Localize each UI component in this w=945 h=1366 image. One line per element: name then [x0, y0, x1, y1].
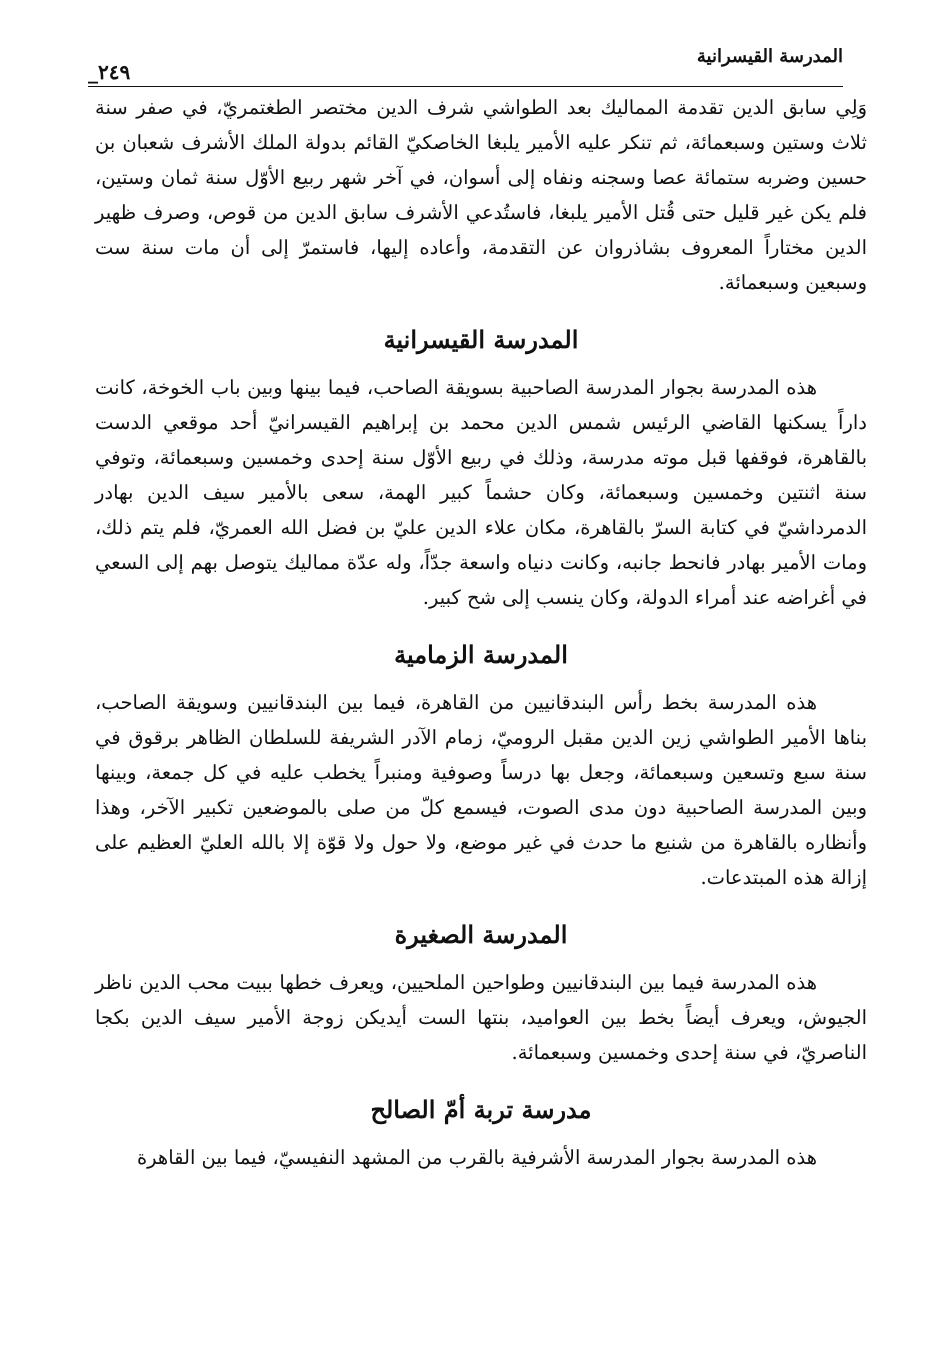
page-body: [95, 90, 867, 1175]
section-heading: المدرسة الزمامية: [394, 640, 568, 669]
section-zimamiya: [95, 635, 867, 895]
section-turbat-umm-al-salih: [95, 1090, 867, 1175]
section-paragraph: هذه المدرسة بجوار المدرسة الأشرفية بالقرب من المشهد النفيسيّ، فيما بين القاهرة: [136, 1146, 817, 1169]
intro-paragraph: وَلِي سابق الدين تقدمة المماليك بعد الطواشي شرف الدين مختصر الطغتمريّ، في صفر سنة ثلاث وستين وسبعمائة، ثم تنكر عليه الأمير يلبغا الخاصكيّ القائم بدولة الملك الأشرف شعبان بن حسين وضربه ستمائة عصا وسجنه ونفاه إلى أسوان، في آخر شهر ربيع الأوّل سنة ثمان وستين، فلم يكن غير قليل حتى قُتل الأمير يلبغا، فاستُدعي الأشرف سابق الدين من قوص، وصرف ظهير الدين مختاراً المعروف بشاذروان عن التقدمة، وأعاده إليها، فاستمرّ إلى أن مات سنة ست وسبعين وسبعمائة.: [95, 96, 867, 294]
section-paragraph: هذه المدرسة بخط رأس البندقانيين من القاهرة، فيما بين البندقانيين وسويقة الصاحب، بناها الأمير الطواشي زين الدين مقبل الروميّ، زمام الآدر الشريفة للسلطان الظاهر برقوق في سنة سبع وتسعين وسبعمائة، وجعل بها درساً وصوفية ومنبراً يخطب عليه في كل جمعة، وبينها وبين المدرسة الصاحبية دون مدى الصوت، فيسمع كلّ من صلى بالموضعين تكبير الآخر، وهذا وأنظاره بالقاهرة من شنيع ما حدث في غير موضع، ولا حول ولا قوّة إلا بالله العليّ العظيم على إزالة هذه المبتدعات.: [95, 691, 867, 889]
page-number: _٢٤٩: [88, 60, 131, 84]
section-qaysaraniya: [95, 320, 867, 615]
section-saghira: [95, 915, 867, 1070]
section-heading: المدرسة الصغيرة: [394, 920, 568, 949]
section-paragraph: هذه المدرسة بجوار المدرسة الصاحبية بسويقة الصاحب، فيما بينها وبين باب الخوخة، كانت داراً يسكنها القاضي الرئيس شمس الدين محمد بن إبراهيم القيسرانيّ أحد موقعي الدست بالقاهرة، فوقفها قبل موته مدرسة، وذلك في ربيع الأوّل سنة إحدى وخمسين وسبعمائة، وتوفي سنة اثنتين وخمسين وسبعمائة، وكان حشماً كبير الهمة، سعى بالأمير سيف الدين بهادر الدمرداشيّ في كتابة السرّ بالقاهرة، مكان علاء الدين عليّ بن فضل الله العمريّ، فلم يتم ذلك، ومات الأمير بهادر فانحط جانبه، وكانت دنياه واسعة جدّاً، وله عدّة مماليك يتوصل بهم إلى السعي في أغراضه عند أمراء الدولة، وكان ينسب إلى شح كبير.: [95, 376, 867, 609]
section-heading: مدرسة تربة أمّ الصالح: [370, 1095, 592, 1124]
running-title: المدرسة القيسرانية: [696, 46, 843, 67]
running-header: [88, 40, 843, 87]
section-paragraph: هذه المدرسة فيما بين البندقانيين وطواحين الملحيين، ويعرف خطها ببيت محب الدين ناظر الجيوش، ويعرف أيضاً بخط بين العواميد، بنتها الست أيديكن زوجة الأمير سيف الدين بكجا الناصريّ، في سنة إحدى وخمسين وسبعمائة.: [95, 971, 867, 1064]
section-heading: المدرسة القيسرانية: [383, 325, 579, 354]
